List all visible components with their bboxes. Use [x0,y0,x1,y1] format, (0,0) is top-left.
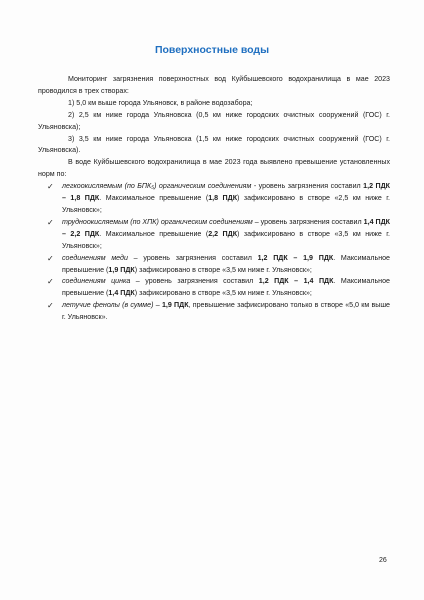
checkmark-icon: ✓ [47,301,54,311]
checkmark-icon: ✓ [47,182,54,192]
intro-paragraph: Мониторинг загрязнения поверхностных вод Куйбышевского водохранилища в мае 2023 проводился в трех створах: [38,75,390,95]
document-body [38,74,390,324]
exceedance-list [38,181,390,324]
list-item: ✓ трудноокисляемым (по ХПК) органическим соединениям – уровень загрязнения составил 1,4 ПДК – 2,2 ПДК. Максимальное превышение (2,2 ПДК) зафиксировано в створе «3,5 км ниже г. Ульяновск»; [47,217,390,250]
list-item: ✓ летучие фенолы (в сумме) – 1,9 ПДК, превышение зафиксировано только в створе «5,0 км выше г. Ульяновск». [47,301,390,322]
lead-paragraph: В воде Куйбышевского водохранилища в мае 2023 года выявлено превышение установленных норм по: [38,158,390,179]
list-item: ✓ соединениям цинка – уровень загрязнения составил 1,2 ПДК – 1,4 ПДК. Максимальное превышение (1,4 ПДК) зафиксировано в створе «3,5 км ниже г. Ульяновск»; [47,277,390,298]
page-title: Поверхностные воды [154,44,270,56]
site-item-1: 1) 5,0 км выше города Ульяновск, в районе водозабора; [68,98,253,107]
page-number: 26 [379,557,387,564]
list-item: ✓ соединениям меди – уровень загрязнения составил 1,2 ПДК – 1,9 ПДК. Максимальное превышение (1,9 ПДК) зафиксировано в створе «3,5 км ниже г. Ульяновск»; [47,253,391,274]
checkmark-icon: ✓ [47,253,54,263]
site-item-2: 2) 2,5 км ниже города Ульяновска (0,5 км ниже городских очистных сооружений (ГОС) г. Ульяновска); [38,110,390,131]
site-item-3: 3) 3,5 км ниже города Ульяновска (1,5 км ниже городских очистных сооружений (ГОС) г. Ульяновска). [38,134,390,155]
checkmark-icon: ✓ [47,277,54,287]
checkmark-icon: ✓ [47,217,54,227]
list-item: ✓ легкоокисляемым (по БПК₅) органическим соединениям - уровень загрязнения составил 1,2 ПДК – 1,8 ПДК. Максимальное превышение (1,8 ПДК) зафиксировано в створе «2,5 км ниже г. Ульяновск»; [47,182,390,214]
